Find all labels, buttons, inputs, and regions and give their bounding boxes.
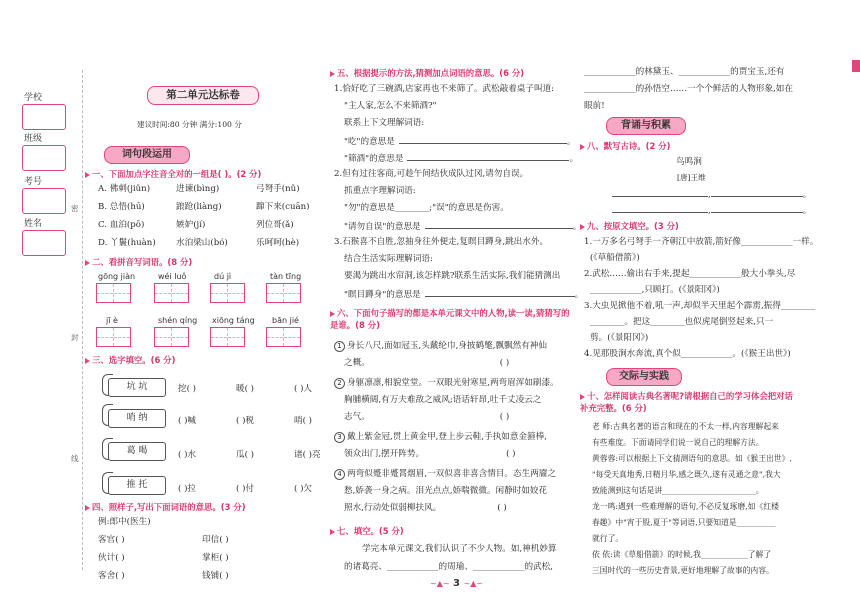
question-2-title: 二、看拼音写词语。(8 分) <box>85 256 192 268</box>
q6-item-3-line-1: 戴上紫金冠,贯上黄金甲,登上步云鞋,手执如意金箍棒, <box>347 432 547 442</box>
poem-line-1a[interactable] <box>612 188 708 197</box>
pinyin-2: wéi luǒ <box>158 272 187 281</box>
seal-line <box>82 70 83 570</box>
edge-decoration-top <box>852 60 860 72</box>
pinyin-4: tàn tīng <box>270 272 302 281</box>
q7-continue-1[interactable]: ____________的林黛玉、____________的贾宝玉,还有 <box>584 67 785 77</box>
char-pair-3: 葛 喝 <box>108 442 166 461</box>
q10-line-4: "每受天真地秀,日精月华,感之既久,遂有灵通之意",我大 <box>592 470 781 479</box>
q10-line-2: 有些难度。下面请同学们说一说自己的理解方法。 <box>592 438 764 447</box>
q6-item-4-line-2: 愁,娇袭一身之病。泪光点点,娇喘微微。闲静时如姣花 <box>344 486 548 496</box>
q6-item-2-line-2: 胸脯横阔,有万夫难敌之威风;语话轩昂,吐千丈凌云之 <box>344 395 542 405</box>
meaning-zhanggui[interactable]: 掌柜( ) <box>202 553 229 563</box>
fill-1-1[interactable]: 挖( ) <box>178 384 197 394</box>
q5-line-11: 结合生活实际理解词语: <box>344 254 433 264</box>
q5-line-8: "勿"的意思是________;"误"的意思是伤害。 <box>344 203 509 213</box>
number-circle-2: 2 <box>334 378 345 389</box>
answer-paren-2[interactable]: ( ) <box>499 412 510 422</box>
section-banner-practice: 交际与实践 <box>606 368 682 386</box>
option-a-2: 进谏(bìng) <box>176 184 220 194</box>
pinyin-1: gōng jiàn <box>98 272 136 281</box>
time-score-meta: 建议时间:80 分钟 满分:100 分 <box>137 120 242 129</box>
q5-line-5: "筛酒"的意思是 <box>344 154 404 164</box>
q9-line-6[interactable]: ________。把这________也似虎尾倒竖起来,只一 <box>590 317 774 327</box>
q6-item-2-line-3: 志气。 <box>344 412 370 422</box>
writing-grid-6[interactable] <box>154 327 189 347</box>
fill-3-3[interactable]: 诸( )亮 <box>294 450 321 460</box>
q10-line-5[interactable]: 致能测到这句话是讲________________________。 <box>592 486 764 495</box>
char-pair-1: 坑 坑 <box>108 378 166 397</box>
fill-4-3[interactable]: ( )欠 <box>294 484 313 494</box>
q9-line-4[interactable]: ____________,只顾打。(《景阳冈》) <box>590 285 720 295</box>
option-d-2: 水泊梁山(bó) <box>176 238 228 248</box>
q10-line-9[interactable]: 依 依:读《草船借箭》的时候,我____________了解了 <box>592 550 772 559</box>
answer-paren-3[interactable]: ( ) <box>506 449 516 459</box>
writing-grid-7[interactable] <box>210 327 245 347</box>
number-circle-4: 4 <box>334 469 345 480</box>
pinyin-3: dú jì <box>214 272 232 281</box>
page-title: 第二单元达标卷 <box>147 86 259 105</box>
q7-continue-2[interactable]: ____________的孙悟空……一个个鲜活的人物形象,如在 <box>584 84 793 94</box>
question-8-title: 八、默写古诗。(2 分) <box>580 140 670 152</box>
exam-number-field[interactable] <box>22 188 66 214</box>
writing-grid-5[interactable] <box>96 327 131 347</box>
option-c-1[interactable]: C. 血泊(pō) <box>98 220 145 230</box>
q10-line-6: 龙一鸣:遇到一些难理解的语句,不必反复琢磨,如《红楼 <box>592 502 779 511</box>
question-7-title: 七、填空。(5 分) <box>330 525 404 537</box>
q10-line-8: 就行了。 <box>592 534 624 543</box>
question-4-title: 四、照样子,写出下面词语的意思。(3 分) <box>85 501 246 513</box>
q5-line-6: 2.但有过往客商,可趁午间结伙成队过冈,请勿自误。 <box>334 169 529 179</box>
q9-line-5[interactable]: 3.大虫见掀他不着,吼一声,却似半天里起个霹雳,振得________ <box>584 301 816 311</box>
school-label: 学校 <box>24 93 43 103</box>
q5-line-2: "主人家,怎么不来筛酒?" <box>344 101 437 111</box>
answer-paren-4[interactable]: ( ) <box>497 503 507 513</box>
writing-grid-1[interactable] <box>96 283 131 303</box>
option-b-2: 踉跄(liàng) <box>176 202 222 212</box>
char-pair-2: 哨 纳 <box>108 409 166 428</box>
option-d-3: 乐呵呵(hè) <box>256 238 300 248</box>
seal-word-mi: 密 <box>71 204 79 213</box>
writing-grid-3[interactable] <box>210 283 245 303</box>
q7-continue-3: 眼前! <box>584 101 605 111</box>
meaning-qianpu[interactable]: 钱铺( ) <box>202 571 229 581</box>
q5-line-3: 联系上下文理解词语: <box>344 118 425 128</box>
q5-line-9: "请勿自误"的意思是 <box>344 222 421 232</box>
class-label: 班级 <box>24 134 43 144</box>
number-circle-3: 3 <box>334 432 345 443</box>
question-3-title: 三、选字填空。(6 分) <box>85 354 175 366</box>
option-d-1[interactable]: D. 丫鬟(huàn) <box>98 238 156 248</box>
answer-line-mingmu[interactable] <box>425 288 575 297</box>
fill-3-1[interactable]: ( )水 <box>178 450 197 460</box>
answer-line-chi[interactable] <box>399 135 567 144</box>
q5-line-1: 1.恰好吃了三碗酒,店家再也不来筛了。武松敲着桌子叫道: <box>334 84 555 94</box>
meaning-keguan[interactable]: 客官( ) <box>98 535 125 545</box>
name-field[interactable] <box>22 230 66 256</box>
pinyin-5: jī è <box>106 316 118 325</box>
writing-grid-8[interactable] <box>266 327 301 347</box>
q10-line-7[interactable]: 春趣》中"宵于股,夏于"等词语,只要知道是__________ <box>592 518 776 527</box>
q7-line-1: 学完本单元课文,我们认识了不少人物。如,神机妙算 <box>362 544 557 554</box>
page-number: ~▲~ 3 ~▲~ <box>430 578 484 589</box>
option-c-2: 嫉妒(jí) <box>176 220 206 230</box>
question-5-title: 五、根据提示的方法,猜测加点词语的意思。(6 分) <box>330 67 524 79</box>
answer-line-qingwu[interactable] <box>425 220 573 229</box>
q6-item-1-line-1: 身长八尺,面如冠玉,头戴纶巾,身披鹤氅,飘飘然有神仙 <box>347 341 547 351</box>
poem-title: 鸟鸣涧 <box>676 157 702 167</box>
fill-4-2[interactable]: ( )付 <box>236 484 255 494</box>
meaning-huoji[interactable]: 伙计( ) <box>98 553 125 563</box>
school-field[interactable] <box>22 104 66 130</box>
fill-2-3[interactable]: 哨( ) <box>294 416 313 426</box>
q5-line-10: 3.石猴喜不自胜,忽抽身往外便走,复瞑目蹲身,跳出水外。 <box>334 237 549 247</box>
q9-line-2: (《草船借箭》) <box>590 253 640 263</box>
q5-line-13: "瞑目蹲身"的意思是 <box>344 290 421 300</box>
option-a-3: 弓弩手(nǔ) <box>256 184 300 194</box>
fill-4-1[interactable]: ( )拉 <box>178 484 197 494</box>
q6-item-4-line-3: 照水,行动处似弱柳扶风。 <box>344 503 442 513</box>
q6-item-3-line-2: 领众出门,摆开阵势。 <box>344 449 425 459</box>
pinyin-7: xiōng táng <box>212 316 255 325</box>
exam-number-label: 考号 <box>24 177 43 187</box>
question-10-title: 十、怎样阅读古典名著呢?请根据自己的学习体会把对话补充完整。(6 分) <box>580 391 793 413</box>
section-banner-recite: 背诵与积累 <box>606 117 686 135</box>
question-1-title: 一、下面加点字注音全对的一组是( )。(2 分) <box>85 168 261 180</box>
answer-paren-1[interactable]: ( ) <box>499 358 510 368</box>
fill-3-2[interactable]: 瓜( ) <box>236 450 255 460</box>
name-label: 姓名 <box>24 219 43 229</box>
q7-line-2[interactable]: 的诸葛亮、____________的周瑜、____________的武松, <box>344 562 553 572</box>
writing-grid-2[interactable] <box>154 283 189 303</box>
answer-line-shaijiu[interactable] <box>407 152 569 161</box>
q9-line-3[interactable]: 2.武松……偷出右手来,提起____________般大小拳头,尽 <box>584 269 796 279</box>
q5-line-12: 要渴为跳出水帘洞,该怎样跳?联系生活实际,我们能猜测出 <box>344 271 561 281</box>
q9-line-8[interactable]: 4.见那股涧水奔流,真个似____________。(《猴王出世》) <box>584 349 791 359</box>
char-pair-4: 推 托 <box>108 476 166 495</box>
section-banner-word-sentence: 词句段运用 <box>104 146 190 164</box>
q9-line-1[interactable]: 1.一万多名弓弩手一齐朝江中放箭,箭好像____________一样。 <box>584 237 819 247</box>
question-4-example: 例:郎中(医生) <box>98 517 151 527</box>
q5-line-4: "吃"的意思是 <box>344 137 395 147</box>
poem-line-2b[interactable] <box>711 204 803 213</box>
fill-2-2[interactable]: ( )税 <box>236 416 255 426</box>
number-circle-1: 1 <box>334 341 345 352</box>
meaning-yinxin[interactable]: 印信( ) <box>202 535 229 545</box>
poem-line-2a[interactable] <box>612 204 708 213</box>
option-c-3: 列位哥(ǎ) <box>256 220 294 230</box>
fill-2-1[interactable]: ( )喊 <box>178 416 197 426</box>
q10-line-1: 老 师:古典名著的语言和现在的不太一样,内容理解起来 <box>592 422 779 431</box>
option-a-1[interactable]: A. 佛刺(jiǔn) <box>98 184 151 194</box>
fill-1-2[interactable]: 暖( ) <box>236 384 255 394</box>
q9-line-7: 剪。(《景阳冈》) <box>590 333 649 343</box>
option-b-1[interactable]: B. 总悟(hū) <box>98 202 145 212</box>
option-b-3: 蹿下来(cuān) <box>256 202 310 212</box>
pinyin-6: shén qíng <box>158 316 198 325</box>
class-field[interactable] <box>22 145 66 171</box>
meaning-keshe[interactable]: 客舍( ) <box>98 571 125 581</box>
q5-line-7: 抓重点字理解词语: <box>344 186 416 196</box>
writing-grid-4[interactable] <box>266 283 301 303</box>
q10-line-10: 三国时代的一些历史背景,更好地理解了故事的内容。 <box>592 566 774 575</box>
pinyin-8: bān jié <box>272 316 299 325</box>
seal-word-xian: 线 <box>71 454 79 463</box>
question-6-title: 六、下面句子描写的都是本单元课文中的人物,读一读,猜猜写的是谁。(8 分) <box>330 308 570 330</box>
question-9-title: 九、按原文填空。(3 分) <box>580 220 679 232</box>
poem-author: [唐]王维 <box>677 173 706 182</box>
fill-1-3[interactable]: ( )人 <box>294 384 313 394</box>
q6-item-4-line-1: 两弯似蹙非蹙罥烟眉,一双似喜非喜含情目。态生两靥之 <box>347 469 556 479</box>
q6-item-1-line-2: 之概。 <box>344 358 370 368</box>
q10-line-3: 黄蓉蓉:可以根据上下文猜测语句的意思。如《猴王出世》, <box>592 454 793 463</box>
q6-item-2-line-1: 身躯凛凛,相貌堂堂。一双眼光射寒星,两弯眉浑如刷漆。 <box>347 378 559 388</box>
poem-line-1b[interactable] <box>711 188 803 197</box>
seal-word-feng: 封 <box>71 333 79 342</box>
